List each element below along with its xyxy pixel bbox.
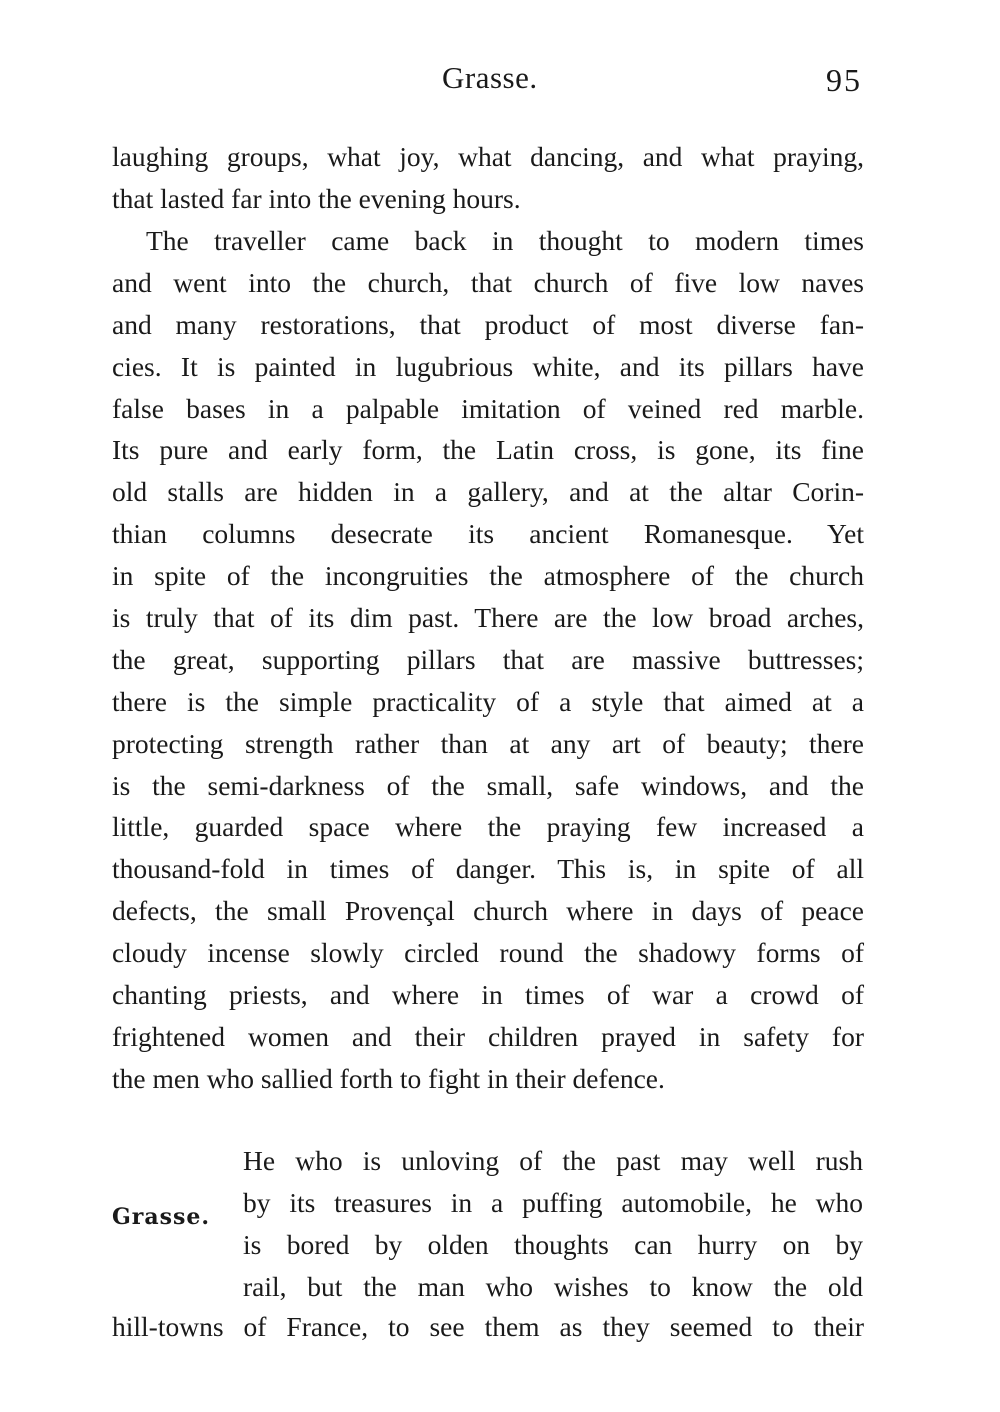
text-line: defects, the small Provençal church where in days of peace: [112, 895, 864, 927]
text-line: is the semi-darkness of the small, safe windows, and the: [112, 769, 864, 801]
text-line: The traveller came back in thought to modern times: [146, 225, 864, 256]
running-header: [0, 60, 1000, 110]
text-line: He who is unloving of the past may well rush: [243, 1145, 863, 1176]
text-line: little, guarded space where the praying few increased a: [112, 811, 864, 843]
paragraph-2: [112, 220, 864, 1100]
text-line: thian columns desecrate its ancient Romanesque. Yet: [112, 518, 864, 550]
text-line: in spite of the incongruities the atmosphere of the church: [112, 560, 864, 592]
text-line: the great, supporting pillars that are massive buttresses;: [112, 643, 864, 675]
running-title: Grasse.: [442, 60, 538, 95]
page-number: 95: [826, 62, 862, 98]
text-line: laughing groups, what joy, what dancing, and what praying,: [112, 141, 864, 172]
text-line: the men who sallied forth to fight in their defence.: [112, 1062, 665, 1094]
text-line: frightened women and their children prayed in safety for: [112, 1020, 864, 1052]
text-line: and many restorations, that product of most diverse fan-: [112, 308, 864, 340]
text-line: cloudy incense slowly circled round the shadowy forms of: [112, 937, 864, 969]
text-line: thousand-fold in times of danger. This is, in spite of all: [112, 853, 864, 885]
text-line: hill-towns of France, to see them as they seemed to their: [112, 1311, 864, 1342]
text-line: by its treasures in a puffing automobile, he who: [243, 1186, 863, 1218]
paragraph-4: [112, 1306, 864, 1348]
paragraph-1: [112, 136, 864, 220]
text-line: there is the simple practicality of a style that aimed at a: [112, 685, 864, 717]
text-line: chanting priests, and where in times of war a crowd of: [112, 979, 864, 1011]
text-line: is truly that of its dim past. There are the low broad arches,: [112, 602, 864, 634]
text-line: and went into the church, that church of five low naves: [112, 266, 864, 298]
paragraph-3: [243, 1140, 863, 1308]
text-line: old stalls are hidden in a gallery, and at the altar Corin-: [112, 476, 864, 508]
text-line: false bases in a palpable imitation of veined red marble.: [112, 392, 864, 424]
text-line: protecting strength rather than at any art of beauty; there: [112, 727, 864, 759]
text-line: cies. It is painted in lugubrious white, and its pillars have: [112, 350, 864, 382]
text-line: rail, but the man who wishes to know the old: [243, 1270, 863, 1302]
side-note: Grasse.: [112, 1204, 211, 1230]
text-line: Its pure and early form, the Latin cross, is gone, its fine: [112, 434, 864, 466]
text-line: that lasted far into the evening hours.: [112, 182, 521, 214]
text-line: is bored by olden thoughts can hurry on by: [243, 1228, 863, 1260]
